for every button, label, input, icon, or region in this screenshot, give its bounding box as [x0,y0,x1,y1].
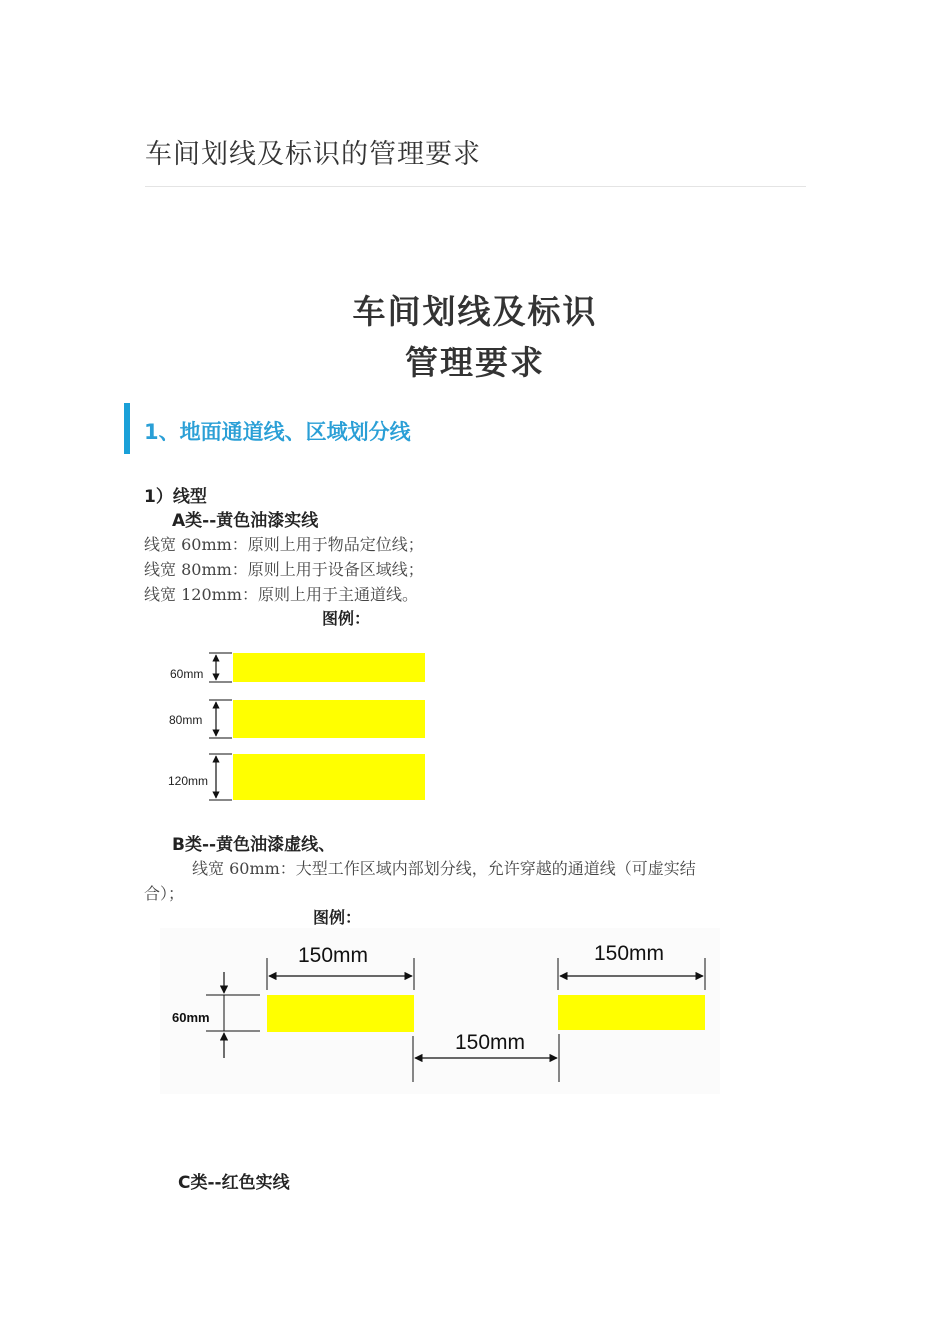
class-c-label: C类--红色实线 [178,1173,290,1193]
main-title-line-2: 管理要求 [405,343,545,382]
main-title-line-1: 车间划线及标识 [352,292,598,331]
section-accent-bar [124,403,130,454]
class-a-line-60: 线宽 60mm：原则上用于物品定位线； [144,535,424,554]
title-divider [145,186,806,187]
stripe-120mm [233,754,425,800]
dash-segment-2 [558,995,705,1030]
class-b-legend-label: 图例： [313,908,362,927]
dash-2-length-label: 150mm [594,942,665,965]
stripe-60mm [233,653,425,682]
section-heading: 1、地面通道线、区域划分线 [144,420,411,444]
width-label-60mm: 60mm [172,1010,210,1025]
document-title: 车间划线及标识的管理要求 [145,139,481,170]
label-80mm: 80mm [169,713,203,727]
class-a-label: A类--黄色油漆实线 [172,511,319,531]
line-type-subheading: 1）线型 [144,487,207,507]
dash-segment-1 [267,995,414,1032]
class-b-label: B类--黄色油漆虚线、 [172,835,336,855]
class-b-desc-line-1: 线宽 60mm：大型工作区域内部划分线，允许穿越的通道线（可虚实结 [192,859,696,878]
label-60mm: 60mm [170,667,204,681]
class-a-line-120: 线宽 120mm：原则上用于主通道线。 [144,585,418,604]
class-a-legend-label: 图例： [322,609,371,628]
class-a-line-80: 线宽 80mm：原则上用于设备区域线； [144,560,424,579]
dash-1-length-label: 150mm [298,944,369,967]
stripe-80mm [233,700,425,738]
class-a-diagram [160,645,435,807]
class-b-diagram [160,928,720,1094]
label-120mm: 120mm [168,774,209,788]
class-b-desc-line-2: 合）； [144,884,185,903]
gap-length-label: 150mm [455,1031,526,1054]
